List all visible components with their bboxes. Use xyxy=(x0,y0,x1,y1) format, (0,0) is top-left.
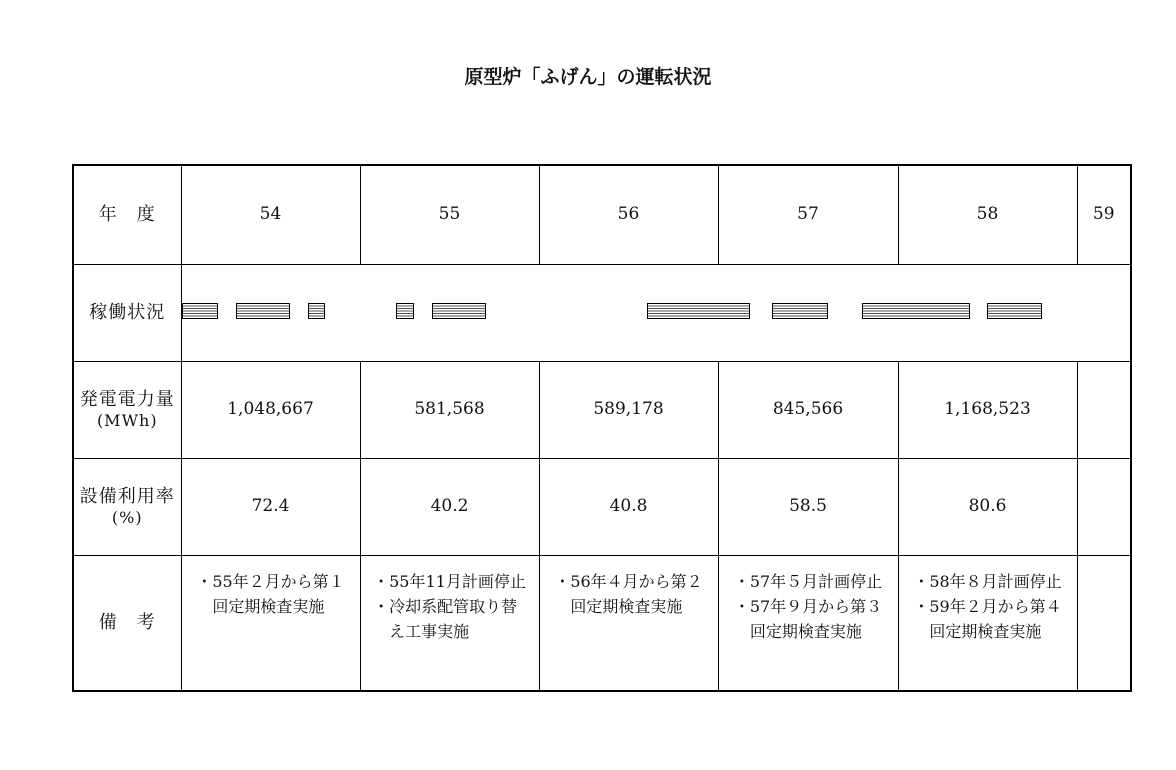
energy-cell: 845,566 xyxy=(718,362,898,459)
energy-header-label: 発電電力量 xyxy=(79,388,175,410)
utilization-cell: 40.8 xyxy=(539,459,718,556)
operation-bar xyxy=(987,303,1042,319)
note-line: 回定期検査実施 xyxy=(913,621,1042,641)
notes-cell xyxy=(718,556,898,692)
notes-list xyxy=(913,570,1061,644)
utilization-header xyxy=(73,459,181,556)
status-cell xyxy=(718,265,898,362)
utilization-cell: 72.4 xyxy=(181,459,360,556)
note-line: 回定期検査実施 xyxy=(554,596,683,616)
operation-bar xyxy=(236,303,290,319)
notes-cell xyxy=(360,556,539,692)
energy-header xyxy=(73,362,181,459)
status-cell xyxy=(1077,265,1131,362)
operation-bar xyxy=(308,303,325,319)
notes-list xyxy=(196,570,344,620)
note-line: ・56年４月から第２ xyxy=(554,572,703,591)
status-row xyxy=(73,265,1131,362)
operation-bar xyxy=(647,303,723,319)
status-cell xyxy=(539,265,718,362)
operation-status-table xyxy=(72,164,1132,692)
utilization-row xyxy=(73,459,1131,556)
energy-row xyxy=(73,362,1131,459)
year-header: 年 度 xyxy=(73,165,181,265)
energy-cell: 1,168,523 xyxy=(898,362,1077,459)
energy-cell: 581,568 xyxy=(360,362,539,459)
year-cell: 59 xyxy=(1077,165,1131,265)
status-cell xyxy=(181,265,360,362)
operation-bar xyxy=(396,303,414,319)
utilization-cell xyxy=(1077,459,1131,556)
status-cell xyxy=(898,265,1077,362)
operation-bar xyxy=(894,303,970,319)
note-line: ・55年11月計画停止 xyxy=(373,572,526,591)
year-cell: 56 xyxy=(539,165,718,265)
note-line: ・55年２月から第１ xyxy=(196,572,345,591)
operation-bar xyxy=(714,303,750,319)
note-line: え工事実施 xyxy=(373,621,470,641)
year-cell: 57 xyxy=(718,165,898,265)
note-line: ・57年５月計画停止 xyxy=(733,572,883,591)
note-line: ・59年２月から第４ xyxy=(913,596,1062,616)
energy-cell: 589,178 xyxy=(539,362,718,459)
operation-bar xyxy=(432,303,486,319)
notes-cell xyxy=(181,556,360,692)
year-cell: 58 xyxy=(898,165,1077,265)
note-line: 回定期検査実施 xyxy=(733,621,862,641)
utilization-header-unit: (%) xyxy=(111,508,143,528)
note-line: 回定期検査実施 xyxy=(196,596,325,616)
year-cell: 55 xyxy=(360,165,539,265)
notes-cell xyxy=(539,556,718,692)
operation-bar xyxy=(772,303,828,319)
note-line: ・58年８月計画停止 xyxy=(913,572,1062,591)
notes-list xyxy=(554,570,702,620)
notes-header: 備 考 xyxy=(73,556,181,692)
utilization-cell: 40.2 xyxy=(360,459,539,556)
note-line: ・57年９月から第３ xyxy=(733,596,883,616)
utilization-cell: 58.5 xyxy=(718,459,898,556)
notes-list xyxy=(373,570,526,644)
year-cell: 54 xyxy=(181,165,360,265)
notes-cell xyxy=(1077,556,1131,692)
operation-bar xyxy=(182,303,218,319)
page-title: 原型炉「ふげん」の運転状況 xyxy=(464,66,712,88)
notes-row xyxy=(73,556,1131,692)
energy-cell: 1,048,667 xyxy=(181,362,360,459)
utilization-cell: 80.6 xyxy=(898,459,1077,556)
year-row xyxy=(73,165,1131,265)
notes-cell xyxy=(898,556,1077,692)
utilization-header-label: 設備利用率 xyxy=(79,485,175,507)
notes-list xyxy=(734,570,882,644)
status-cell xyxy=(360,265,539,362)
energy-cell xyxy=(1077,362,1131,459)
status-header: 稼働状況 xyxy=(73,265,181,362)
energy-header-unit: (MWh) xyxy=(96,411,158,431)
note-line: ・冷却系配管取り替 xyxy=(373,596,518,616)
